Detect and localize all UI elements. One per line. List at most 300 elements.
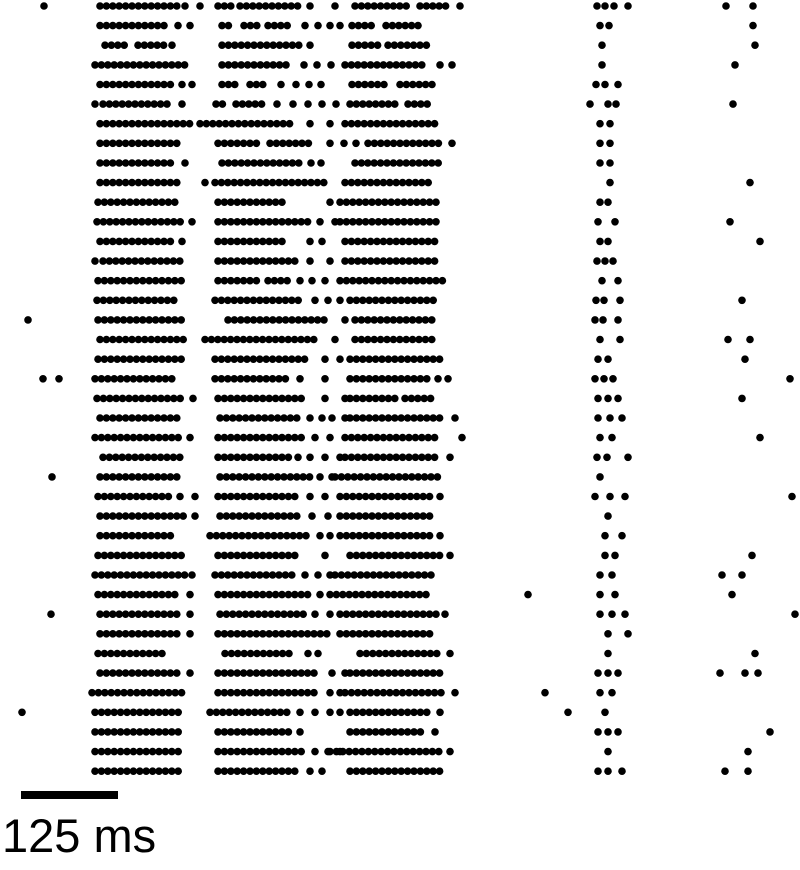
spike-dot (277, 81, 285, 89)
spike-dot (326, 571, 334, 579)
spike-dot (307, 159, 315, 167)
spike-dot (253, 22, 261, 30)
spike-dot (174, 767, 182, 775)
spike-dot (614, 81, 622, 89)
spike-dot (91, 100, 99, 108)
spike-dot (605, 22, 613, 30)
spike-dot (594, 414, 602, 422)
spike-dot (297, 748, 305, 756)
spike-dot (305, 81, 313, 89)
spike-dot (318, 414, 326, 422)
spike-dot (201, 179, 209, 187)
spike-dot (606, 140, 614, 148)
spike-dot (314, 22, 322, 30)
spike-dot (749, 2, 757, 10)
spike-dot (293, 414, 301, 422)
spike-dot (296, 709, 304, 717)
spike-dot (436, 414, 444, 422)
spike-dot (434, 375, 442, 383)
spike-dot (444, 375, 452, 383)
spike-dot (428, 336, 436, 344)
spike-dot (306, 257, 314, 265)
spike-dot (167, 532, 175, 540)
spike-dot (181, 61, 189, 69)
spike-dot (432, 218, 440, 226)
spike-dot (596, 434, 604, 442)
spike-dot (596, 689, 604, 697)
spike-dot (320, 316, 328, 324)
spike-dot (614, 669, 622, 677)
spike-dot (593, 2, 601, 10)
spike-dot (426, 532, 434, 540)
spike-dot (305, 140, 313, 148)
spike-dot (624, 630, 632, 638)
spike-dot (231, 81, 239, 89)
spike-dot (304, 218, 312, 226)
spike-dot (173, 473, 181, 481)
spike-dot (624, 2, 632, 10)
spike-dot (178, 238, 186, 246)
spike-dot (367, 22, 375, 30)
spike-dot (436, 552, 444, 560)
spike-dot (436, 355, 444, 363)
spike-dot (596, 610, 604, 618)
spike-dot (326, 257, 334, 265)
spike-dot (604, 630, 612, 638)
spike-dot (327, 61, 335, 69)
spike-dot (191, 493, 199, 501)
spike-dot (435, 140, 443, 148)
spike-dot (606, 493, 614, 501)
spike-dot (318, 238, 326, 246)
spike-dot (604, 512, 612, 520)
spike-dots-group (18, 2, 799, 775)
spike-dot (738, 297, 746, 305)
spike-dot (756, 434, 764, 442)
spike-dot (295, 41, 303, 49)
spike-dot (167, 238, 175, 246)
spike-dot (432, 610, 440, 618)
spike-dot (285, 454, 293, 462)
spike-dot (433, 650, 441, 658)
spike-dot (336, 355, 344, 363)
spike-dot (716, 669, 724, 677)
spike-dot (326, 140, 334, 148)
spike-dot (599, 316, 607, 324)
spike-dot (603, 454, 611, 462)
spike-dot (423, 709, 431, 717)
spike-dot (321, 493, 329, 501)
spike-dot (324, 297, 332, 305)
spike-dot (374, 41, 382, 49)
spike-dot (604, 728, 612, 736)
spike-dot (301, 355, 309, 363)
spike-dot (601, 257, 609, 265)
spike-dot (308, 512, 316, 520)
spike-dot (746, 336, 754, 344)
spike-dot (601, 709, 609, 717)
spike-dot (301, 22, 309, 30)
spike-dot (40, 2, 48, 10)
spike-dot (286, 120, 294, 128)
spike-dot (186, 591, 194, 599)
spike-dot (165, 493, 173, 501)
spike-dot (456, 2, 464, 10)
spike-dot (594, 728, 602, 736)
spike-dot (601, 2, 609, 10)
spike-dot (321, 552, 329, 560)
spike-dot (291, 767, 299, 775)
spike-dot (604, 650, 612, 658)
spike-dot (225, 22, 233, 30)
spike-dot (178, 81, 186, 89)
spike-dot (294, 297, 302, 305)
spike-dot (600, 375, 608, 383)
spike-dot (55, 375, 63, 383)
spike-dot (321, 355, 329, 363)
spike-dot (446, 552, 454, 560)
spike-dot (321, 375, 329, 383)
spike-dot (313, 61, 321, 69)
spike-dot (310, 689, 318, 697)
spike-dot (608, 434, 616, 442)
spike-dot (451, 689, 459, 697)
spike-dot (306, 767, 314, 775)
spike-dot (592, 81, 600, 89)
spike-dot (380, 81, 388, 89)
spike-dot (318, 767, 326, 775)
spike-dot (786, 375, 794, 383)
spike-dot (340, 140, 348, 148)
spike-dot (317, 81, 325, 89)
spike-dot (326, 709, 334, 717)
spike-dot (283, 22, 291, 30)
spike-dot (160, 22, 168, 30)
spike-dot (608, 689, 616, 697)
spike-dot (186, 120, 194, 128)
spike-dot (323, 630, 331, 638)
spike-dot (614, 395, 622, 403)
spike-dot (179, 512, 187, 520)
spike-dot (746, 179, 754, 187)
spike-dot (596, 591, 604, 599)
spike-dot (596, 140, 604, 148)
spike-dot (304, 591, 312, 599)
spike-dot (756, 238, 764, 246)
spike-dot (285, 650, 293, 658)
spike-dot (436, 61, 444, 69)
spike-dot (278, 238, 286, 246)
spike-dot (618, 767, 626, 775)
spike-dot (196, 2, 204, 10)
spike-dot (414, 22, 422, 30)
spike-dot (541, 689, 549, 697)
spike-dot (306, 414, 314, 422)
spike-dot (174, 22, 182, 30)
spike-dot (621, 493, 629, 501)
spike-dot (429, 297, 437, 305)
spike-dot (439, 277, 447, 285)
spike-dot (171, 198, 179, 206)
spike-dot (435, 748, 443, 756)
spike-dot (593, 257, 601, 265)
spike-dot (744, 767, 752, 775)
spike-dot (594, 355, 602, 363)
spike-dot (606, 120, 614, 128)
spike-dot (431, 257, 439, 265)
spike-dot (186, 22, 194, 30)
spike-dot (609, 257, 617, 265)
spike-dot (278, 198, 286, 206)
spike-dot (177, 316, 185, 324)
spike-dot (177, 277, 185, 285)
spike-dot (721, 767, 729, 775)
spike-dot (176, 218, 184, 226)
spike-dot (604, 669, 612, 677)
spike-dot (598, 277, 606, 285)
spike-dot (434, 159, 442, 167)
spike-dot (336, 709, 344, 717)
spike-dot (596, 198, 604, 206)
spike-dot (436, 532, 444, 540)
spike-dot (724, 336, 732, 344)
spike-dot (304, 650, 312, 658)
spike-dot (728, 591, 736, 599)
spike-dot (297, 395, 305, 403)
spike-dot (391, 100, 399, 108)
spike-dot (296, 277, 304, 285)
spike-dot (591, 316, 599, 324)
spike-dot (624, 454, 632, 462)
spike-dot (608, 571, 616, 579)
spike-dot (170, 297, 178, 305)
spike-dot (299, 610, 307, 618)
spike-dot (331, 218, 339, 226)
spike-dot (291, 493, 299, 501)
spike-dot (173, 140, 181, 148)
spike-dot (189, 395, 197, 403)
spike-dot (186, 434, 194, 442)
spike-dot (598, 41, 606, 49)
spike-dot (741, 669, 749, 677)
spike-dot (431, 434, 439, 442)
spike-dot (618, 532, 626, 540)
spike-dot (316, 218, 324, 226)
spike-dot (294, 2, 302, 10)
spike-dot (604, 355, 612, 363)
spike-dot (285, 728, 293, 736)
spike-dot (179, 336, 187, 344)
spike-dot (596, 571, 604, 579)
spike-dot (328, 414, 336, 422)
spike-dot (186, 610, 194, 618)
spike-dot (427, 395, 435, 403)
spike-dot (436, 709, 444, 717)
spike-dot (186, 630, 194, 638)
spike-dot (446, 748, 454, 756)
spike-dot (311, 434, 319, 442)
spike-dot (291, 257, 299, 265)
spike-dot (606, 159, 614, 167)
spike-dot (596, 473, 604, 481)
spike-dot (326, 198, 334, 206)
spike-dot (446, 454, 454, 462)
spike-dot (616, 336, 624, 344)
spike-dot (306, 41, 314, 49)
spike-dot (751, 41, 759, 49)
spike-dot (738, 571, 746, 579)
spike-dot (306, 493, 314, 501)
spike-dot (436, 493, 444, 501)
spike-dot (601, 532, 609, 540)
spike-dot (306, 473, 314, 481)
spike-dot (291, 552, 299, 560)
spike-dot (731, 61, 739, 69)
spike-dot (336, 297, 344, 305)
spike-dot (436, 669, 444, 677)
spike-dot (591, 375, 599, 383)
spike-dot (596, 238, 604, 246)
spike-dot (336, 689, 344, 697)
spike-dot (431, 454, 439, 462)
spike-dot (446, 650, 454, 658)
spike-dot (592, 297, 600, 305)
spike-dot (328, 669, 336, 677)
spike-dot (441, 610, 449, 618)
spike-dot (418, 61, 426, 69)
spike-dot (423, 100, 431, 108)
spike-dot (306, 2, 314, 10)
spike-dot (174, 434, 182, 442)
spike-dot (173, 2, 181, 10)
spike-dot (422, 591, 430, 599)
spike-dot (176, 257, 184, 265)
spike-dot (593, 454, 601, 462)
spike-dot (431, 120, 439, 128)
spike-dot (316, 473, 324, 481)
spike-dot (748, 552, 756, 560)
spike-dot (328, 473, 336, 481)
spike-dot (426, 630, 434, 638)
spike-dot (741, 355, 749, 363)
spike-dot (601, 81, 609, 89)
spike-dot (174, 728, 182, 736)
spike-dot (181, 571, 189, 579)
spike-dot (621, 610, 629, 618)
spike-dot (174, 748, 182, 756)
spike-dot (341, 414, 349, 422)
scale-bar-label: 125 ms (2, 809, 157, 862)
spike-dot (296, 728, 304, 736)
spike-dot (791, 610, 799, 618)
spike-dot (311, 610, 319, 618)
spike-dot (318, 100, 326, 108)
spike-dot (423, 375, 431, 383)
spike-dot (432, 198, 440, 206)
spike-dot (321, 277, 329, 285)
spike-dot (331, 2, 339, 10)
spike-dot (434, 473, 442, 481)
spike-dot (171, 591, 179, 599)
spike-dot (167, 159, 175, 167)
spike-dot (729, 100, 737, 108)
spike-dot (604, 100, 612, 108)
spike-dot (294, 454, 302, 462)
spike-dot (188, 571, 196, 579)
spike-dot (611, 218, 619, 226)
spike-dot (341, 395, 349, 403)
spike-dot (314, 571, 322, 579)
spike-dot (326, 434, 334, 442)
spike-dot (352, 140, 360, 148)
spike-dot (606, 414, 614, 422)
spike-dot (302, 532, 310, 540)
spike-dot (321, 395, 329, 403)
spike-dot (173, 669, 181, 677)
spike-dot (310, 669, 318, 677)
spike-dot (173, 414, 181, 422)
spike-dot (341, 669, 349, 677)
spike-dot (606, 179, 614, 187)
spike-dot (426, 493, 434, 501)
spike-dot (596, 336, 604, 344)
spike-dot (604, 767, 612, 775)
spike-dot (766, 728, 774, 736)
spike-dot (594, 218, 602, 226)
spike-dot (158, 650, 166, 658)
spike-dot (253, 277, 261, 285)
spike-dot (326, 689, 334, 697)
spike-dot (600, 297, 608, 305)
spike-dot (423, 41, 431, 49)
spike-dot (451, 414, 459, 422)
scale-bar (21, 791, 118, 799)
spike-dot (616, 297, 624, 305)
spike-dot (426, 512, 434, 520)
spike-dot (424, 179, 432, 187)
spike-dot (177, 355, 185, 363)
spike-dot (219, 100, 227, 108)
spike-dot (120, 41, 128, 49)
spike-dot (310, 336, 318, 344)
spike-dot (594, 395, 602, 403)
spike-dot (524, 591, 532, 599)
spike-dot (91, 257, 99, 265)
spike-dot (428, 316, 436, 324)
spike-dot (336, 454, 344, 462)
spike-dot (442, 2, 450, 10)
spike-dot (282, 375, 290, 383)
spike-dot (311, 709, 319, 717)
spike-dot (306, 238, 314, 246)
spike-dot (253, 140, 261, 148)
spike-dot (326, 532, 334, 540)
spike-dot (311, 748, 319, 756)
spike-dot (293, 512, 301, 520)
spike-dot (316, 532, 324, 540)
spike-dot (402, 2, 410, 10)
spike-dot (564, 709, 572, 717)
spike-dot (604, 395, 612, 403)
spike-dot (722, 2, 730, 10)
spike-dot (718, 571, 726, 579)
spike-dot (391, 395, 399, 403)
spike-dot (317, 159, 325, 167)
spike-dot (188, 81, 196, 89)
spike-dot (321, 454, 329, 462)
spike-dot (754, 669, 762, 677)
spike-dot (168, 41, 176, 49)
